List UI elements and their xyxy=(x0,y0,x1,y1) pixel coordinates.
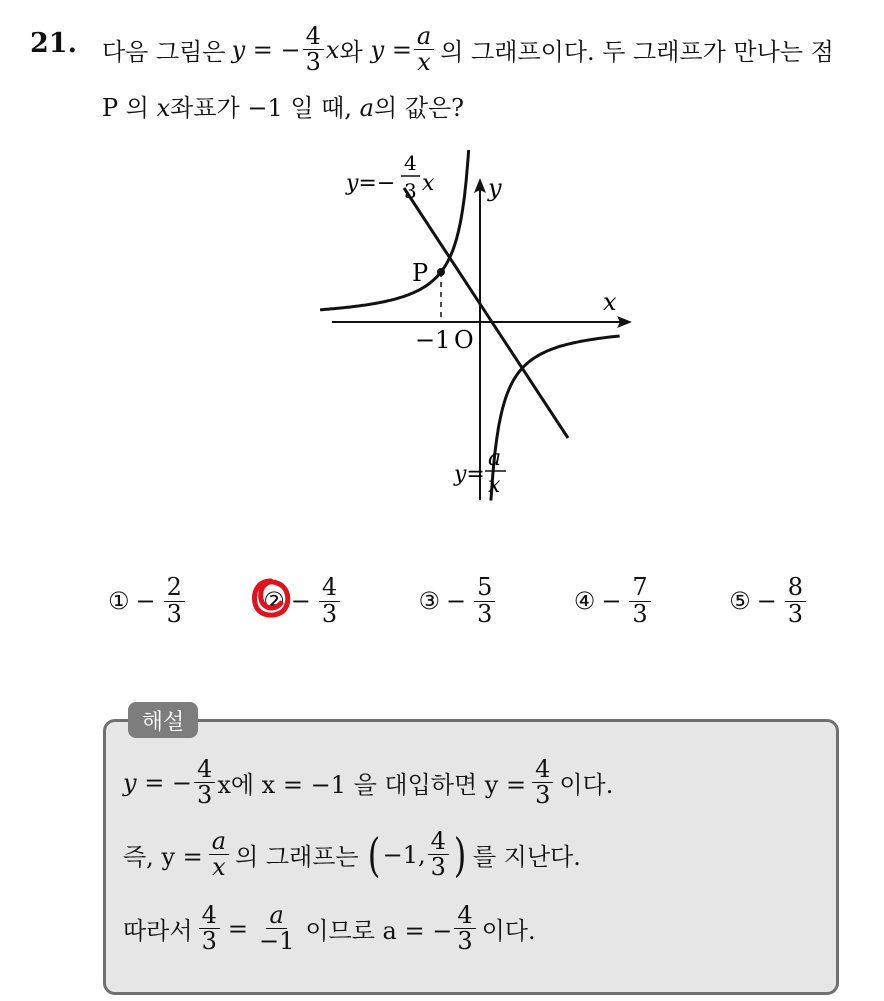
fraction-a-over-x: $\frac{a}{x}$ xyxy=(414,24,434,75)
fraction-four-thirds: $\frac{4}{3}$ xyxy=(303,24,324,75)
sol3-equals: = xyxy=(227,914,248,943)
sol3-text: 이므로 a = − xyxy=(305,917,453,946)
curve-label-prefix: y= xyxy=(454,462,485,487)
choice-fraction: $\frac{4}{3}$ xyxy=(319,575,340,626)
sol3-end: 이다. xyxy=(481,917,536,946)
solution-line-2 xyxy=(123,829,581,880)
curve-label-den: x xyxy=(488,473,501,498)
sol2-end: 를 지난다. xyxy=(472,843,581,872)
choice-number-icon: ① xyxy=(108,587,130,615)
equation-curve-lhs: y = xyxy=(370,35,412,64)
question-text-2: 와 xyxy=(339,38,363,67)
question-text-3: 의 그래프이다. 두 그래프가 만나는 점 xyxy=(440,38,834,67)
sol2-lhs: 즉, y = xyxy=(123,843,203,872)
choice-fraction: $\frac{2}{3}$ xyxy=(164,575,185,626)
choice-number-icon: ⑤ xyxy=(729,587,751,615)
sol1-frac1: $\frac{4}{3}$ xyxy=(194,757,215,808)
sol2-point-x: −1, xyxy=(382,840,426,869)
question-line-2 xyxy=(102,88,464,123)
right-paren: ) xyxy=(453,827,467,882)
solution-line-1 xyxy=(123,757,613,808)
point-p-label: P xyxy=(412,259,429,287)
sol2-text: 의 그래프는 xyxy=(235,843,359,872)
choice-sign: − xyxy=(135,587,156,615)
choice-fraction: $\frac{5}{3}$ xyxy=(474,575,495,626)
choice-number-icon: ③ xyxy=(418,587,441,615)
line-label-prefix: y=− xyxy=(346,171,396,196)
point-p-label: P xyxy=(102,94,119,122)
equation-line-lhs: y = − xyxy=(231,35,301,64)
solution-line-3 xyxy=(123,903,536,954)
curve-label-num: a xyxy=(488,446,502,471)
question-text-4: 의 xyxy=(125,94,149,122)
point-p xyxy=(437,268,445,276)
choice-5[interactable] xyxy=(729,575,808,626)
y-axis-label: y xyxy=(488,174,502,202)
graph-figure xyxy=(320,150,650,510)
variable-x: x xyxy=(156,94,171,122)
line-label-num: 4 xyxy=(404,151,417,175)
question-text-1: 다음 그림은 xyxy=(102,38,226,67)
sol1-frac2: $\frac{4}{3}$ xyxy=(532,757,553,808)
x-axis-label: x xyxy=(603,288,617,316)
line-label-var: x xyxy=(422,171,435,196)
sol3-lead: 따라서 xyxy=(123,917,193,946)
sol3-frac3: $\frac{4}{3}$ xyxy=(454,903,475,954)
line-label-den: 3 xyxy=(404,179,417,203)
sol3-frac1: $\frac{4}{3}$ xyxy=(199,903,220,954)
question-number: 21. xyxy=(30,28,77,59)
variable-x: x xyxy=(325,35,340,64)
choice-sign: − xyxy=(290,587,311,615)
solution-tag: 해설 xyxy=(128,702,198,738)
answer-circle-mark xyxy=(247,573,295,623)
sol1-end: 이다. xyxy=(559,771,614,800)
variable-a: a xyxy=(359,94,374,122)
tick-label-neg-one: −1 xyxy=(415,326,451,354)
question-text-6: 의 값은? xyxy=(373,94,465,122)
choice-sign: − xyxy=(756,587,777,615)
choice-fraction: $\frac{8}{3}$ xyxy=(785,575,806,626)
sol3-frac2: $\frac{a}{-1}$ xyxy=(258,901,295,956)
choice-number-icon: ② xyxy=(263,587,285,615)
sol2-frac2: $\frac{4}{3}$ xyxy=(428,829,449,880)
question-text-5: 좌표가 −1 일 때, xyxy=(170,94,352,122)
choice-number-icon: ④ xyxy=(573,587,596,615)
choice-sign: − xyxy=(446,587,467,615)
choice-fraction: $\frac{7}{3}$ xyxy=(629,575,650,626)
choice-3[interactable] xyxy=(419,575,498,626)
sol2-frac1: $\frac{a}{x}$ xyxy=(209,829,229,880)
choice-4[interactable] xyxy=(574,575,653,626)
sol1-text: x에 x = −1 을 대입하면 y = xyxy=(217,771,527,800)
answer-choices xyxy=(108,570,808,632)
question-line-1 xyxy=(102,24,834,75)
line-graph xyxy=(404,188,568,438)
choice-sign: − xyxy=(601,587,622,615)
left-paren: ( xyxy=(367,827,380,882)
origin-label: O xyxy=(454,326,474,354)
sol1-lhs: y = − xyxy=(123,768,193,797)
choice-1[interactable] xyxy=(108,575,187,626)
red-circle-stroke xyxy=(255,581,288,615)
